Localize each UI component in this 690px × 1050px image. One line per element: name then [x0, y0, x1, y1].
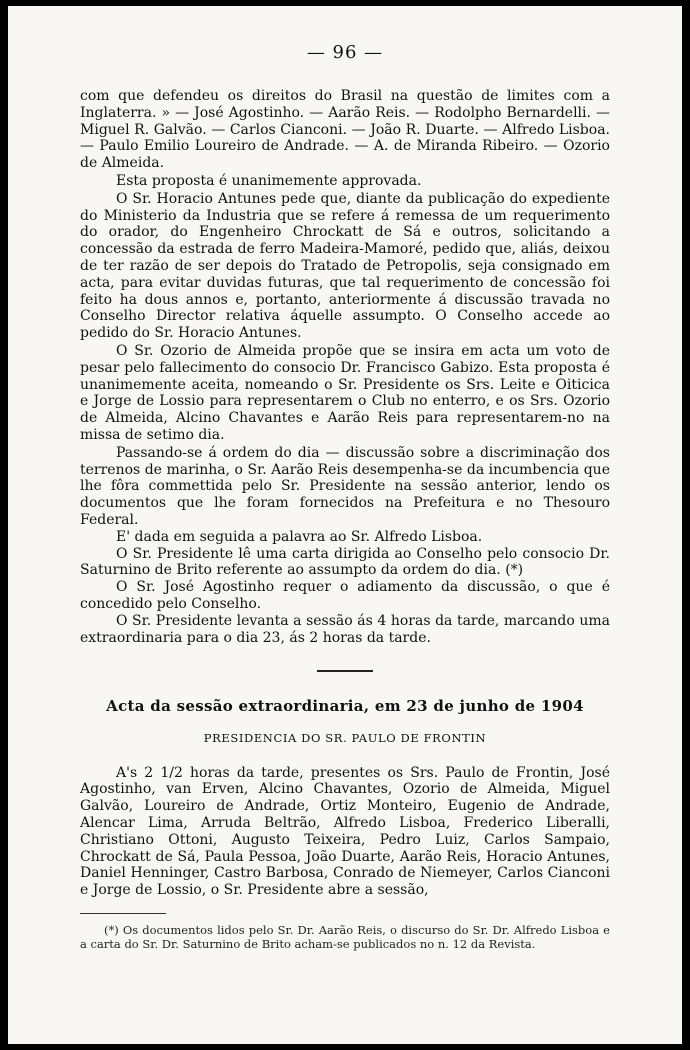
section-title: Acta da sessão extraordinaria, em 23 de junho de 1904 [106, 696, 584, 715]
paragraph-adiamento: O Sr. José Agostinho requer o adiamento da discussão, o que é concedido pelo Conselho. [80, 579, 610, 612]
paragraph-carta: O Sr. Presidente lê uma carta dirigida ao Conselho pelo consocio Dr. Saturnino de Brito referente ao assumpto da ordem do dia. (*) [80, 545, 610, 579]
paragraph-encerramento: O Sr. Presidente levanta a sessão ás 4 horas da tarde, marcando uma extraordinaria para o dia 23, ás 2 horas da tarde. [80, 612, 610, 646]
paragraph-presentes: A's 2 1/2 horas da tarde, presentes os Srs. Paulo de Frontin, José Agostinho, van Erven, Alcino Chavantes, Ozorio de Almeida, Miguel Galvão, Loureiro de Andrade, Ortiz Monteiro, Eugenio de Andrade, Alencar Lima, Arruda Beltrão, Alfredo Lisboa, Frederico Liberalli, Christiano Ottoni, Augusto Teixeira, Pedro Luiz, Carlos Sampaio, Chrockatt de Sá, Paula Pessoa, João Duarte, Aarão Reis, Horacio Antunes, Daniel Henninger, Castro Barbosa, Conrado de Niemeyer, Carlos Cianconi e Jorge de Lossio, o Sr. Presidente abre a sessão, [80, 764, 610, 899]
paragraph-palavra: E' dada em seguida a palavra ao Sr. Alfredo Lisboa. [116, 528, 483, 545]
paragraph-signatures: com que defendeu os direitos do Brasil na questão de limites com a Inglaterra. » — José Agostinho. — Aarão Reis. — Rodolpho Bernardelli. — Miguel R. Galvão. — Carlos Cianconi. — João R. Duarte. — Alfredo Lisboa. — Paulo Emilio Loureiro de Andrade. — A. de Miranda Ribeiro. — Ozorio de Almeida. [80, 88, 610, 172]
paragraph-voto-pesar: O Sr. Ozorio de Almeida propõe que se insira em acta um voto de pesar pelo fallecimento do consocio Dr. Francisco Gabizo. Esta proposta é unanimemente aceita, nomeando o Sr. Presidente os Srs. Leite e Oiticica e Jorge de Lossio para representarem o Club no enterro, e os Srs. Ozorio de Almeida, Alcino Chavantes e Aarão Reis para representarem-no na missa de setimo dia. [80, 342, 610, 443]
presidency-heading: PRESIDENCIA DO SR. PAULO DE FRONTIN [203, 730, 487, 745]
document-page [8, 6, 682, 1044]
document-body [80, 88, 610, 951]
paragraph-horacio-antunes: O Sr. Horacio Antunes pede que, diante da publicação do expediente do Ministerio da Industria que se refere á remessa de um requerimento do orador, do Engenheiro Chrockatt de Sá e outros, solicitando a concessão da estrada de ferro Madeira-Mamoré, pedido que, aliás, deixou de ter razão de ser depois do Tratado de Petropolis, seja consignado em acta, para evitar duvidas futuras, que tal requerimento de concessão foi feito ha dous annos e, portanto, anteriormente á discussão travada no Conselho Director relativa áquelle assumpto. O Conselho accede ao pedido do Sr. Horacio Antunes. [80, 190, 610, 342]
paragraph-ordem-do-dia: Passando-se á ordem do dia — discussão sobre a discriminação dos terrenos de marinha, o Sr. Aarão Reis desempenha-se da incumbencia que lhe fôra commettida pelo Sr. Presidente na sessão anterior, lendo os documentos que lhe foram fornecidos na Prefeitura e no Thesouro Federal. [80, 444, 610, 528]
page-number: — 96 — [306, 42, 384, 63]
paragraph-approval: Esta proposta é unanimemente approvada. [116, 172, 422, 189]
footnote-rule [80, 913, 166, 914]
section-divider [317, 670, 373, 672]
footnote: (*) Os documentos lidos pelo Sr. Dr. Aarão Reis, o discurso do Sr. Dr. Alfredo Lisboa e a carta do Sr. Dr. Saturnino de Brito acham-se publicados no n. 12 da Revista. [80, 922, 610, 951]
